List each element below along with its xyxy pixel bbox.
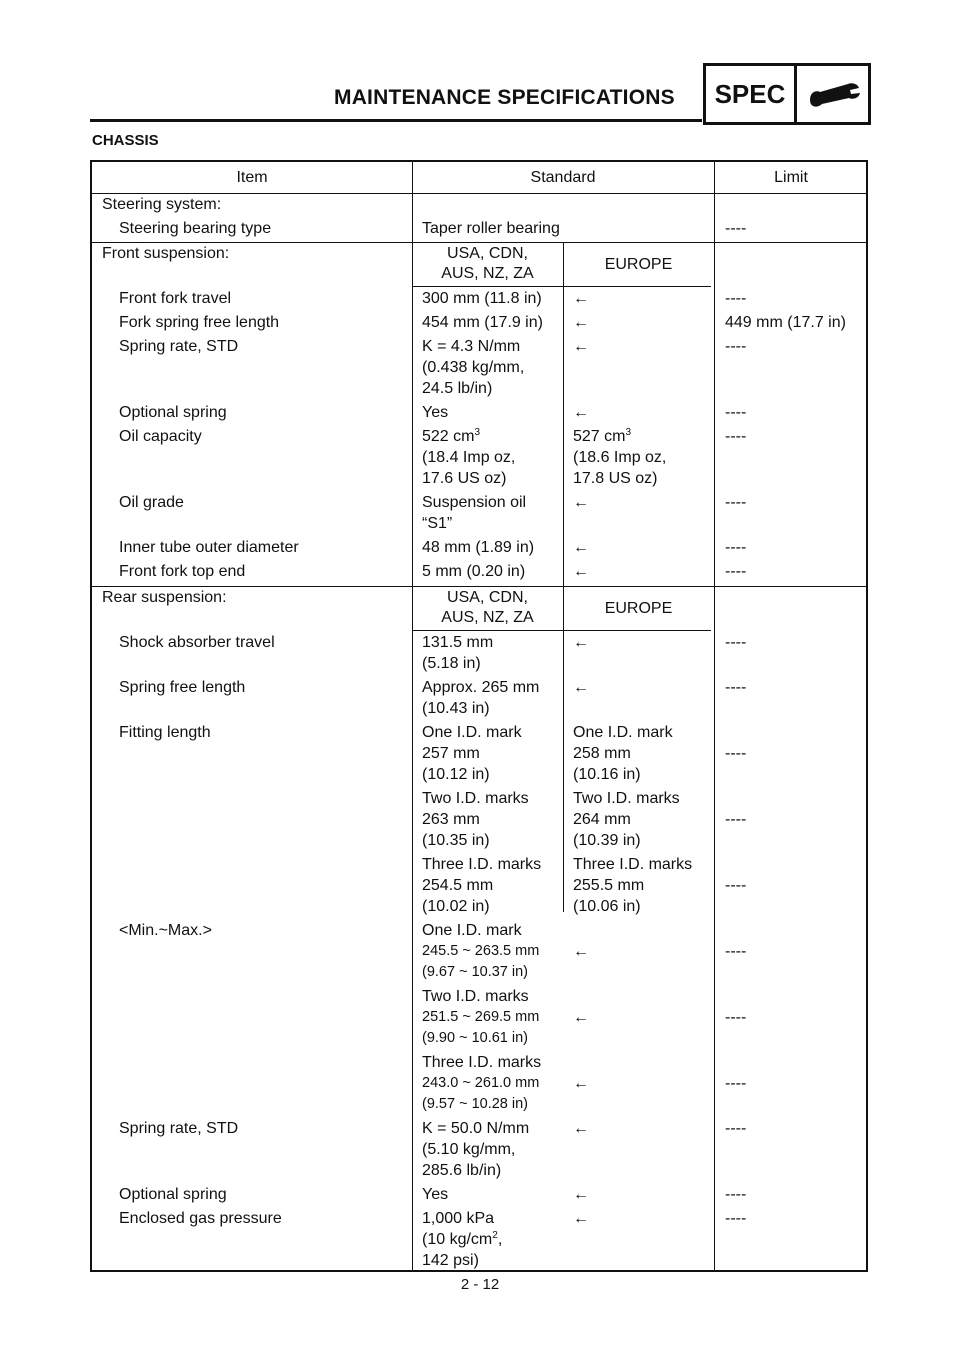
rear-gas-limit: ----	[725, 1210, 747, 1227]
wrench-icon	[804, 78, 864, 112]
rear-gas-l3: 142 psi)	[422, 1252, 479, 1269]
rear-gas-l2: (10 $kg/cm^2$,	[422, 1230, 503, 1248]
fit-one-limit: ----	[725, 745, 747, 762]
col-divider-rear-market	[563, 586, 564, 912]
front-oil-cap-b3: 17.8 US oz)	[573, 470, 658, 487]
fit-three-limit: ----	[725, 877, 747, 894]
steering-bearing-item: Steering bearing type	[119, 220, 272, 237]
fit-two-a2: 263 mm	[422, 811, 480, 828]
front-spring-free-item: Fork spring free length	[119, 314, 280, 331]
arrow-same: ←	[573, 404, 589, 421]
minmax-one-l1: One I.D. mark	[422, 922, 522, 939]
steering-group-label: Steering system:	[102, 196, 222, 213]
arrow-same: ←	[573, 1075, 589, 1092]
front-market-a-line1: USA, CDN,	[447, 245, 528, 262]
rear-gas-item: Enclosed gas pressure	[119, 1210, 282, 1227]
fit-three-a1: Three I.D. marks	[422, 856, 542, 873]
minmax-two-l2: 251.5 ~ 269.5 mm	[422, 1009, 540, 1025]
arrow-same: ←	[573, 634, 589, 651]
front-spring-rate-l3: 24.5 lb/in)	[422, 380, 493, 397]
front-travel-std: 300 mm (11.8 in)	[422, 290, 542, 307]
rear-fitting-item: Fitting length	[119, 724, 211, 741]
rear-shock-travel-l2: (5.18 in)	[422, 655, 481, 672]
arrow-same: ←	[573, 1120, 589, 1137]
arrow-same: ←	[573, 1186, 589, 1203]
front-oil-cap-b2: (18.6 Imp oz,	[573, 449, 667, 466]
rear-optional-limit: ----	[725, 1186, 747, 1203]
fit-two-b3: (10.39 in)	[573, 832, 641, 849]
page-number: 2 - 12	[460, 1276, 500, 1293]
badge-divider	[794, 66, 797, 122]
rear-market-a-line2: AUS, NZ, ZA	[441, 609, 534, 626]
arrow-same: ←	[573, 1210, 589, 1227]
front-spring-rate-l1: K = 4.3 N/mm	[422, 338, 521, 355]
fit-one-b2: 258 mm	[573, 745, 631, 762]
front-spring-rate-limit: ----	[725, 338, 747, 355]
front-travel-limit: ----	[725, 290, 747, 307]
rear-spring-rate-l3: 285.6 lb/in)	[422, 1162, 502, 1179]
front-oil-cap-a1: 522 $cm^3$	[422, 427, 481, 445]
fit-two-b1: Two I.D. marks	[573, 790, 680, 807]
fit-one-a2: 257 mm	[422, 745, 480, 762]
arrow-same: ←	[573, 563, 589, 580]
arrow-same: ←	[573, 494, 589, 511]
front-top-end-std: 5 mm (0.20 in)	[422, 563, 526, 580]
minmax-two-limit: ----	[725, 1009, 747, 1026]
front-travel-item: Front fork travel	[119, 290, 232, 307]
rear-shock-travel-limit: ----	[725, 634, 747, 651]
arrow-same: ←	[573, 943, 589, 960]
front-optional-std: Yes	[422, 404, 449, 421]
fit-three-b3: (10.06 in)	[573, 898, 641, 915]
arrow-same: ←	[573, 290, 589, 307]
front-inner-tube-std: 48 mm (1.89 in)	[422, 539, 535, 556]
arrow-same: ←	[573, 314, 589, 331]
front-group-label: Front suspension:	[102, 245, 230, 262]
col-header-standard: Standard	[530, 169, 596, 186]
arrow-same: ←	[573, 679, 589, 696]
fit-two-a1: Two I.D. marks	[422, 790, 529, 807]
fit-three-a2: 254.5 mm	[422, 877, 494, 894]
front-market-b: EUROPE	[604, 256, 673, 273]
front-oil-grade-l2: “S1”	[422, 515, 453, 532]
front-spring-rate-l2: (0.438 kg/mm,	[422, 359, 525, 376]
fit-two-b2: 264 mm	[573, 811, 631, 828]
front-optional-item: Optional spring	[119, 404, 227, 421]
front-oil-cap-b1: 527 $cm^3$	[573, 427, 632, 445]
arrow-same: ←	[573, 1009, 589, 1026]
front-spring-free-std: 454 mm (17.9 in)	[422, 314, 543, 331]
rear-gas-l1: 1,000 kPa	[422, 1210, 495, 1227]
rear-spring-rate-limit: ----	[725, 1120, 747, 1137]
front-oil-grade-limit: ----	[725, 494, 747, 511]
front-market-a-line2: AUS, NZ, ZA	[441, 265, 534, 282]
steering-bearing-limit: ----	[725, 220, 747, 237]
front-inner-tube-item: Inner tube outer diameter	[119, 539, 299, 556]
fit-two-limit: ----	[725, 811, 747, 828]
rear-market-rule	[412, 630, 711, 631]
rear-shock-travel-item: Shock absorber travel	[119, 634, 275, 651]
rear-spring-free-item: Spring free length	[119, 679, 246, 696]
fit-three-b2: 255.5 mm	[573, 877, 645, 894]
minmax-one-l3: (9.67 ~ 10.37 in)	[422, 964, 529, 980]
minmax-three-limit: ----	[725, 1075, 747, 1092]
front-oil-grade-l1: Suspension oil	[422, 494, 527, 511]
front-spring-free-limit: 449 mm (17.7 in)	[725, 314, 846, 331]
col-header-item: Item	[236, 169, 268, 186]
rear-spring-rate-item: Spring rate, STD	[119, 1120, 239, 1137]
rear-market-a-line1: USA, CDN,	[447, 589, 528, 606]
minmax-two-l3: (9.90 ~ 10.61 in)	[422, 1030, 529, 1046]
front-inner-tube-limit: ----	[725, 539, 747, 556]
rear-market-b: EUROPE	[604, 600, 673, 617]
front-oil-cap-item: Oil capacity	[119, 428, 202, 445]
rear-optional-std: Yes	[422, 1186, 449, 1203]
fit-one-a1: One I.D. mark	[422, 724, 522, 741]
front-optional-limit: ----	[725, 404, 747, 421]
col-divider-limit	[714, 162, 715, 1270]
rear-optional-item: Optional spring	[119, 1186, 227, 1203]
fit-three-a3: (10.02 in)	[422, 898, 490, 915]
spec-table	[90, 160, 868, 1272]
page-title: MAINTENANCE SPECIFICATIONS	[334, 86, 675, 109]
rear-spring-free-limit: ----	[725, 679, 747, 696]
fit-one-a3: (10.12 in)	[422, 766, 490, 783]
rear-shock-travel-l1: 131.5 mm	[422, 634, 494, 651]
fit-three-b1: Three I.D. marks	[573, 856, 693, 873]
minmax-one-limit: ----	[725, 943, 747, 960]
rear-group-label: Rear suspension:	[102, 589, 227, 606]
col-divider-item	[412, 162, 413, 1270]
front-market-rule	[412, 286, 711, 287]
front-oil-cap-limit: ----	[725, 428, 747, 445]
col-divider-front-market	[563, 242, 564, 586]
front-oil-grade-item: Oil grade	[119, 494, 184, 511]
arrow-same: ←	[573, 338, 589, 355]
fit-one-b3: (10.16 in)	[573, 766, 641, 783]
section-title: CHASSIS	[92, 132, 159, 149]
front-top-end-limit: ----	[725, 563, 747, 580]
header-rule	[90, 119, 702, 122]
minmax-two-l1: Two I.D. marks	[422, 988, 529, 1005]
minmax-three-l2: 243.0 ~ 261.0 mm	[422, 1075, 540, 1091]
rear-spring-rate-l2: (5.10 kg/mm,	[422, 1141, 516, 1158]
fit-one-b1: One I.D. mark	[573, 724, 673, 741]
spec-label: SPEC	[714, 79, 786, 109]
minmax-item: <Min.~Max.>	[119, 922, 212, 939]
minmax-one-l2: 245.5 ~ 263.5 mm	[422, 943, 540, 959]
front-top-end-item: Front fork top end	[119, 563, 246, 580]
front-oil-cap-a3: 17.6 US oz)	[422, 470, 507, 487]
minmax-three-l3: (9.57 ~ 10.28 in)	[422, 1096, 529, 1112]
steering-bearing-std: Taper roller bearing	[422, 220, 560, 237]
front-spring-rate-item: Spring rate, STD	[119, 338, 239, 355]
arrow-same: ←	[573, 539, 589, 556]
minmax-three-l1: Three I.D. marks	[422, 1054, 542, 1071]
col-header-limit: Limit	[774, 169, 808, 186]
front-oil-cap-a2: (18.4 Imp oz,	[422, 449, 516, 466]
rear-spring-rate-l1: K = 50.0 N/mm	[422, 1120, 530, 1137]
fit-two-a3: (10.35 in)	[422, 832, 490, 849]
rear-spring-free-l2: (10.43 in)	[422, 700, 490, 717]
spec-badge	[703, 63, 871, 125]
rear-spring-free-l1: Approx. 265 mm	[422, 679, 540, 696]
